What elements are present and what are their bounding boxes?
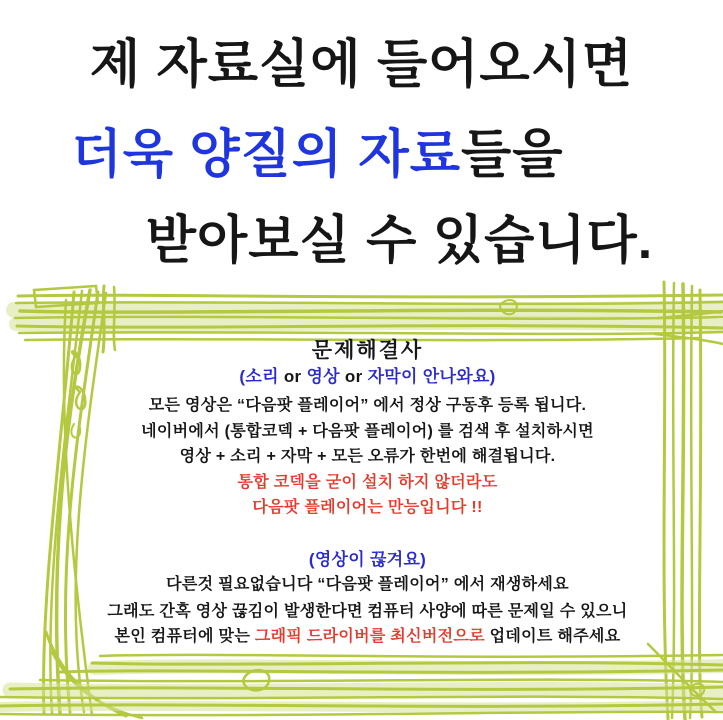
q1-warning-line-2: 다음팟 플레이어는 만능입니다 !! xyxy=(252,499,483,516)
q1-warning-line-1: 통합 코덱을 굳이 설치 하지 않더라도 xyxy=(237,474,498,491)
q2-mixed-highlight: 그래픽 드라이버를 최신버전으로 xyxy=(254,628,485,645)
q2-line-1: 다른것 필요없습니다 “다음팟 플레이어” 에서 재생하세요 xyxy=(166,576,569,593)
q1-header xyxy=(12,367,723,387)
heading-line-3: 받아보실 수 있습니다. xyxy=(145,212,654,270)
q1-line-1: 모든 영상은 “다음팟 플레이어” 에서 정상 구동후 등록 됩니다. xyxy=(148,397,587,414)
q1-header-seg-1: (소리 xyxy=(239,367,279,386)
q2-line-2: 그래도 간혹 영상 끊김이 발생한다면 컴퓨터 사양에 따른 문제일 수 있으니 xyxy=(107,603,628,620)
q1-header-seg-3: 영상 xyxy=(306,367,340,386)
q1-header-seg-4: or xyxy=(339,367,368,386)
box-title: 문제해결사 xyxy=(311,339,424,362)
q1-header-seg-5: 자막이 안나와요) xyxy=(367,367,496,386)
heading-line-2-rest: 들을 xyxy=(461,126,564,184)
heading-line-2-highlight: 더욱 양질의 자료 xyxy=(71,126,462,184)
heading-line-1: 제 자료실에 들어오시면 xyxy=(89,36,634,94)
q2-mixed-pre: 본인 컴퓨터에 맞는 xyxy=(114,628,255,645)
q1-line-3: 영상 + 소리 + 자막 + 모든 오류가 한번에 해결됩니다. xyxy=(179,448,556,465)
q2-mixed-post: 업데이트 해주세요 xyxy=(484,628,621,645)
q2-mixed-line xyxy=(12,627,723,647)
troubleshoot-box xyxy=(12,0,723,720)
q1-line-2: 네이버에서 (통합코덱 + 다음팟 플레이어) 를 검색 후 설치하시면 xyxy=(141,423,594,440)
q2-header: (영상이 끊겨요) xyxy=(308,550,427,569)
q1-header-seg-2: or xyxy=(278,367,307,386)
